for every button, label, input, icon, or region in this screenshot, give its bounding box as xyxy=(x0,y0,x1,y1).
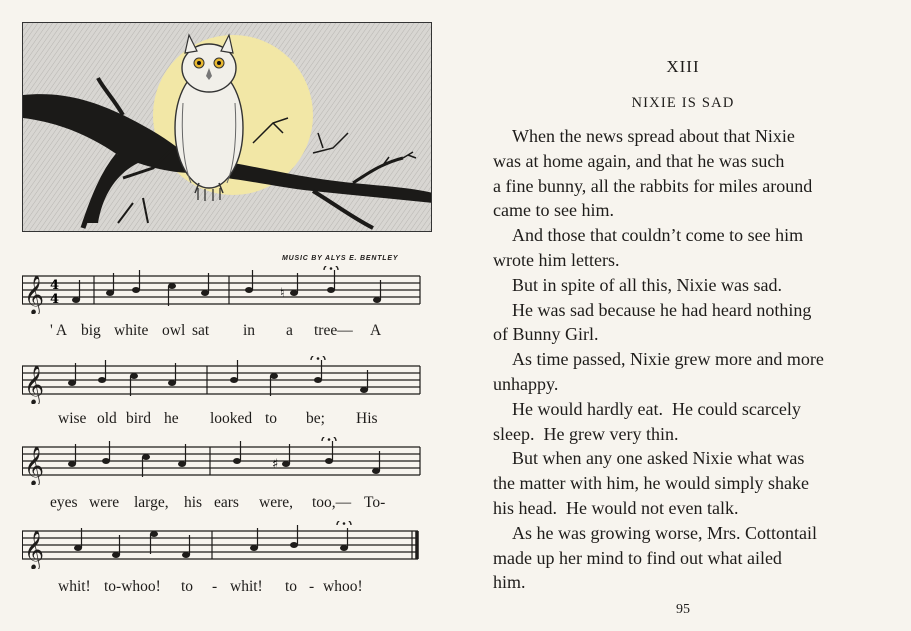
music-staff-3 xyxy=(22,437,426,485)
lyric-word: in xyxy=(243,322,256,339)
text-line: of Bunny Girl. xyxy=(493,324,599,345)
page-number: 95 xyxy=(676,602,690,617)
lyric-word: His xyxy=(356,410,378,427)
text-line: As he was growing worse, Mrs. Cottontail xyxy=(512,522,817,543)
lyric-word: to xyxy=(265,410,278,427)
lyrics-line-1 xyxy=(0,322,420,342)
text-line: came to see him. xyxy=(493,200,614,221)
svg-text:𝄞: 𝄞 xyxy=(24,275,45,314)
text-line: But in spite of all this, Nixie was sad. xyxy=(512,274,782,295)
right-page xyxy=(455,0,911,631)
music-staff-1 xyxy=(22,266,426,314)
paragraph xyxy=(493,223,911,273)
lyric-word: whit! xyxy=(58,578,91,595)
lyric-word: A xyxy=(370,322,382,339)
owl-illustration xyxy=(22,22,432,232)
svg-text:4: 4 xyxy=(50,292,60,307)
lyric-word: - xyxy=(212,578,218,595)
lyric-word: whit! xyxy=(230,578,263,595)
lyric-word: bird xyxy=(126,410,151,427)
lyrics-line-2 xyxy=(0,410,420,430)
lyric-word: his xyxy=(184,494,203,511)
text-line: sleep. He grew very thin. xyxy=(493,423,679,444)
paragraph xyxy=(493,521,911,595)
lyric-word: white xyxy=(114,322,149,339)
lyric-word: wise xyxy=(58,410,87,427)
lyric-word: a xyxy=(286,322,293,339)
lyric-word: be; xyxy=(306,410,325,427)
lyric-word: To- xyxy=(364,494,386,511)
lyric-word: were xyxy=(89,494,120,511)
paragraph xyxy=(493,124,911,223)
paragraph xyxy=(493,347,911,397)
music-staff-2 xyxy=(22,356,426,404)
lyric-word: to xyxy=(285,578,298,595)
paragraph xyxy=(493,446,911,520)
text-line: As time passed, Nixie grew more and more xyxy=(512,349,824,370)
text-line: his head. He would not even talk. xyxy=(493,497,739,518)
chapter-title: NIXIE IS SAD xyxy=(631,95,735,111)
chapter-number: XIII xyxy=(666,57,700,76)
text-line: When the news spread about that Nixie xyxy=(512,126,795,146)
svg-text:𝄞: 𝄞 xyxy=(24,365,45,404)
lyric-word: were, xyxy=(259,494,293,511)
lyric-word: old xyxy=(97,410,117,427)
text-line: was at home again, and that he was such xyxy=(493,150,785,171)
text-line: He was sad because he had heard nothing xyxy=(512,299,812,320)
lyric-word: sat xyxy=(192,322,210,339)
lyric-word: tree— xyxy=(314,322,353,339)
chapter-body xyxy=(493,124,911,595)
lyric-word: big xyxy=(81,322,101,339)
lyric-word: large, xyxy=(134,494,169,511)
owl-on-branch-picture xyxy=(23,23,432,232)
lyric-word: ears xyxy=(214,494,239,511)
text-line: a fine bunny, all the rabbits for miles around xyxy=(493,175,813,196)
lyrics-line-3 xyxy=(0,494,420,514)
lyric-word: whoo! xyxy=(323,578,363,595)
svg-text:4: 4 xyxy=(50,278,60,293)
text-line: wrote him letters. xyxy=(493,249,620,270)
music-staff-4 xyxy=(22,521,426,569)
lyric-word: - xyxy=(309,578,315,595)
lyric-word: ' A xyxy=(50,322,68,339)
left-page xyxy=(0,0,455,631)
text-line: unhappy. xyxy=(493,373,559,394)
text-line: He would hardly eat. He could scarcely xyxy=(512,398,801,419)
lyric-word: he xyxy=(164,410,179,427)
lyric-word: eyes xyxy=(50,494,78,511)
text-line: And those that couldn’t come to see him xyxy=(512,225,804,246)
svg-text:♯: ♯ xyxy=(272,457,279,472)
lyric-word: owl xyxy=(162,322,186,339)
lyric-word: to xyxy=(181,578,194,595)
music-credit: MUSIC BY ALYS E. BENTLEY xyxy=(282,255,399,262)
paragraph xyxy=(493,397,911,447)
lyric-word: to-whoo! xyxy=(104,578,161,595)
svg-text:𝄞: 𝄞 xyxy=(24,446,45,485)
svg-text:♮: ♮ xyxy=(280,286,285,301)
paragraph xyxy=(493,273,911,298)
lyrics-line-4 xyxy=(0,578,420,598)
text-line: made up her mind to find out what ailed xyxy=(493,547,782,568)
svg-text:𝄞: 𝄞 xyxy=(24,530,45,569)
lyric-word: too,— xyxy=(312,494,352,511)
text-line: But when any one asked Nixie what was xyxy=(512,448,805,469)
lyric-word: looked xyxy=(210,410,253,427)
text-line: the matter with him, he would simply shake xyxy=(493,473,809,494)
paragraph xyxy=(493,298,911,348)
text-line: him. xyxy=(493,572,526,593)
